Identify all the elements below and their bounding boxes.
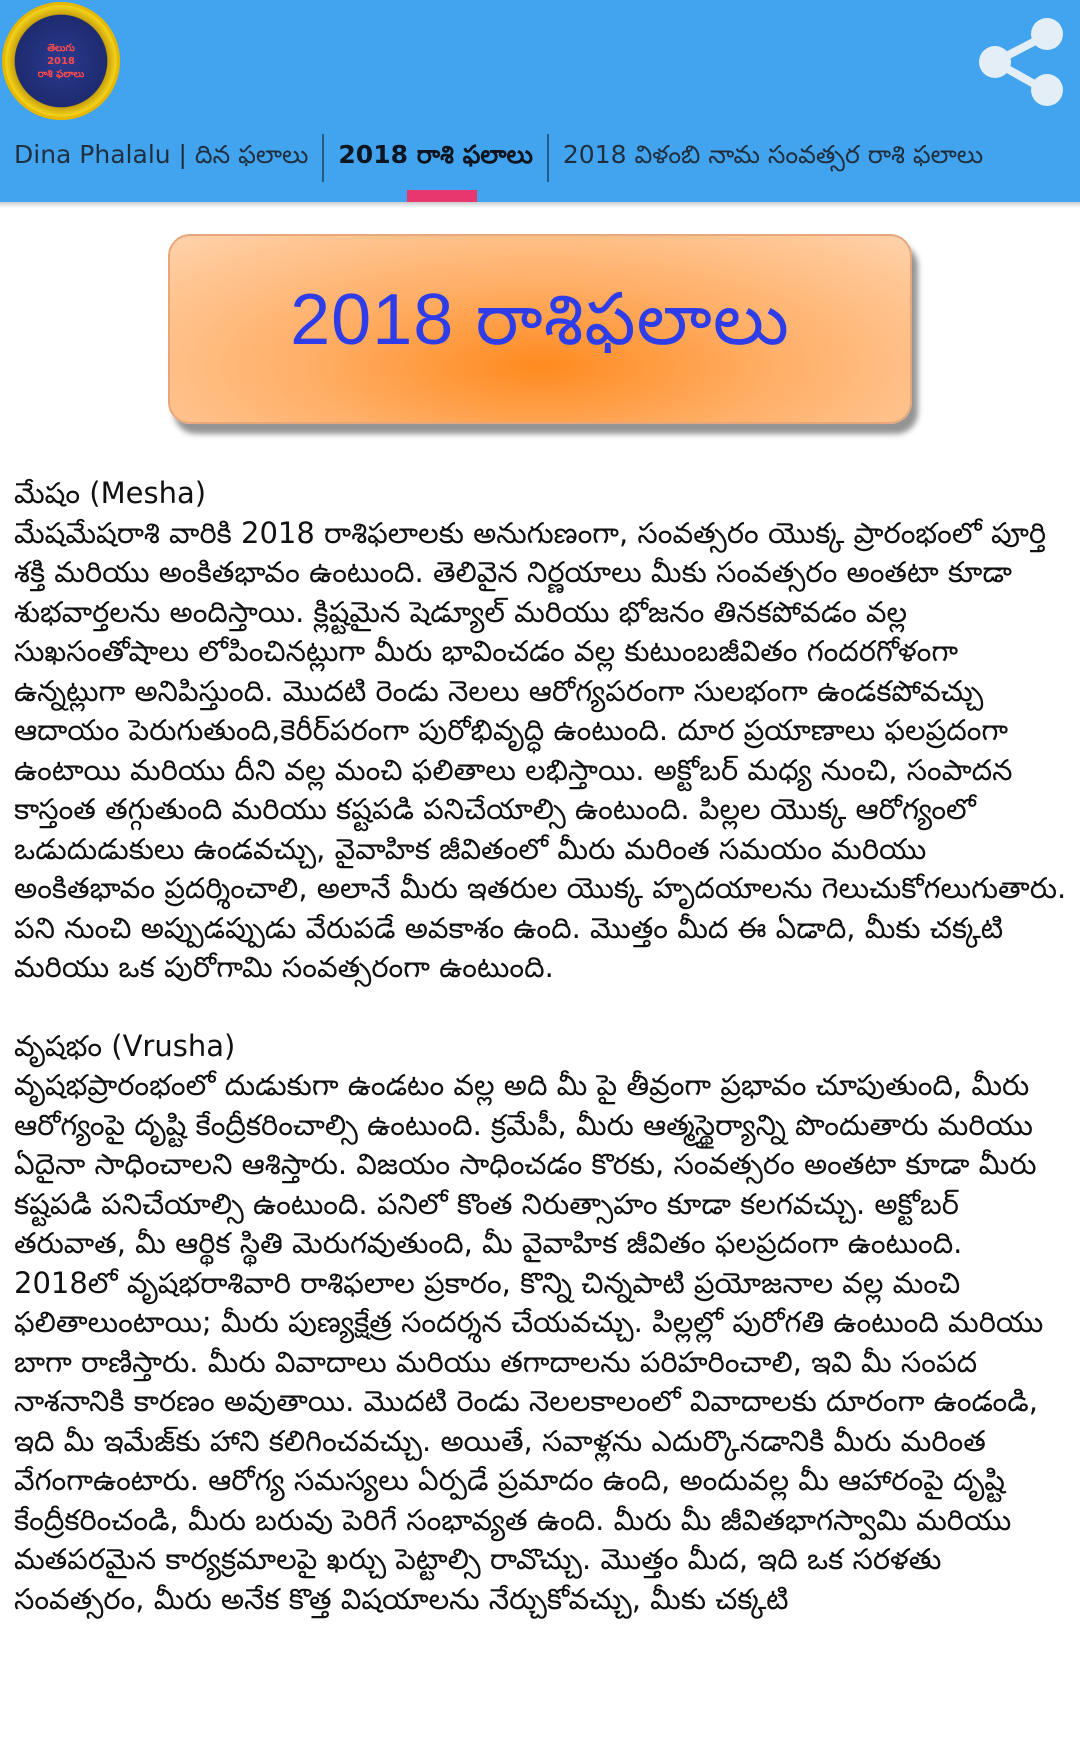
title-banner [168,234,912,424]
section-spacer [14,988,1070,1027]
app-logo[interactable] [2,2,120,120]
section-body-mesha: మేషమేషరాశి వారికి 2018 రాశిఫలాలకు అనుగుణంగా, సంవత్సరం యొక్క ప్రారంభంలో పూర్తి శక్తి మరియు అంకితభావం ఉంటుంది. తెలివైన నిర్ణయాలు మీకు సంవత్సరం అంతటా కూడా శుభవార్తలను అందిస్తాయి. క్లిష్టమైన షెడ్యూల్ మరియు భోజనం తినకపోవడం వల్ల సుఖసంతోషాలు లోపించినట్లుగా మీరు భావించడం వల్ల కుటుంబజీవితం గందరగోళంగా ఉన్నట్లుగా అనిపిస్తుంది. మొదటి రెండు నెలలు ఆరోగ్యపరంగా సులభంగా ఉండకపోవచ్చు ఆదాయం పెరుగుతుంది,కెరీర్‌పరంగా పురోభివృద్ధి ఉంటుంది. దూర ప్రయాణాలు ఫలప్రదంగా ఉంటాయి మరియు దీని వల్ల మంచి ఫలితాలు లభిస్తాయి. అక్టోబర్ మధ్య నుంచి, సంపాదన కాస్తంత తగ్గుతుంది మరియు కష్టపడి పనిచేయాల్సి ఉంటుంది. పిల్లల యొక్క ఆరోగ్యంలో ఒడుదుడుకులు ఉండవచ్చు, వైవాహిక జీవితంలో మీరు మరింత సమయం మరియు అంకితభావం ప్రదర్శించాలి, అలానే మీరు ఇతరుల యొక్క హృదయాలను గెలుచుకోగలుగుతారు. పని నుంచి అప్పుడప్పుడు వేరుపడే అవకాశం ఉంది. మొత్తం మీద ఈ ఏడాది, మీకు చక్కటి మరియు ఒక పురోగామి సంవత్సరంగా ఉంటుంది. [14,515,1067,984]
horoscope-content [14,474,1070,1619]
tab-vilambi-nama-samvatsara[interactable]: 2018 విళంబి నామ సంవత్సర రాశి ఫలాలు [562,140,984,169]
app-bar [0,0,1080,204]
tab-dina-phalalu[interactable]: Dina Phalalu | దిన ఫలాలు [14,140,309,169]
banner-title: 2018 రాశిఫలాలు [290,280,790,360]
tab-2018-rashi-phalalu[interactable]: 2018 రాశి ఫలాలు [338,140,533,169]
section-heading-vrusha: వృషభం (Vrusha) [14,1028,236,1063]
share-icon[interactable] [975,16,1067,108]
active-tab-indicator [407,190,477,202]
app-bar-shadow [0,202,1080,208]
logo-text-line3: రాశి ఫలాలు [37,68,85,80]
tab-bar [0,128,1080,188]
section-heading-mesha: మేషం (Mesha) [14,476,207,510]
section-body-vrusha: వృషభప్రారంభంలో దుడుకుగా ఉండటం వల్ల అది మీ పై తీవ్రంగా ప్రభావం చూపుతుంది, మీరు ఆరోగ్యంపై దృష్టి కేంద్రీకరించాల్సి ఉంటుంది. క్రమేపీ, మీరు ఆత్మస్థైర్యాన్ని పొందుతారు మరియు ఏదైనా సాధించాలని ఆశిస్తారు. విజయం సాధించడం కొరకు, సంవత్సరం అంతటా కూడా మీరు కష్టపడి పనిచేయాల్సి ఉంటుంది. పనిలో కొంత నిరుత్సాహం కూడా కలగవచ్చు. అక్టోబర్ తరువాత, మీ ఆర్థిక స్థితి మెరుగవుతుంది, మీ వైవాహిక జీవితం ఫలప్రదంగా ఉంటుంది. 2018లో వృషభరాశివారి రాశిఫలాల ప్రకారం, కొన్ని చిన్నపాటి ప్రయోజనాల వల్ల మంచి ఫలితాలుంటాయి; మీరు పుణ్యక్షేత్ర సందర్శన చేయవచ్చు. పిల్లల్లో పురోగతి ఉంటుంది మరియు బాగా రాణిస్తారు. మీరు వివాదాలు మరియు తగాదాలను పరిహరించాలి, ఇవి మీ సంపద నాశనానికి కారణం అవుతాయి. మొదటి రెండు నెలలకాలంలో వివాదాలకు దూరంగా ఉండండి, ఇది మీ ఇమేజ్‌కు హాని కలిగించవచ్చు. అయితే, సవాళ్లను ఎదుర్కొనడానికి మీరు మరింత వేగంగాఉంటారు. ఆరోగ్య సమస్యలు ఏర్పడే ప్రమాదం ఉంది, అందువల్ల మీ ఆహారంపై దృష్టి కేంద్రీకరించండి, మీరు బరువు పెరిగే సంభావ్యత ఉంది. మీరు మీ జీవితభాగస్వామి మరియు మతపరమైన కార్యక్రమాలపై ఖర్చు పెట్టాల్సి రావొచ్చు. మొత్తం మీద, ఇది ఒక సరళతు సంవత్సరం, మీరు అనేక కొత్త విషయాలను నేర్చుకోవచ్చు, మీకు చక్కటి [14,1068,1044,1616]
logo-text-line1: తెలుగు [47,42,75,54]
logo-text-line2: 2018 [47,55,75,67]
